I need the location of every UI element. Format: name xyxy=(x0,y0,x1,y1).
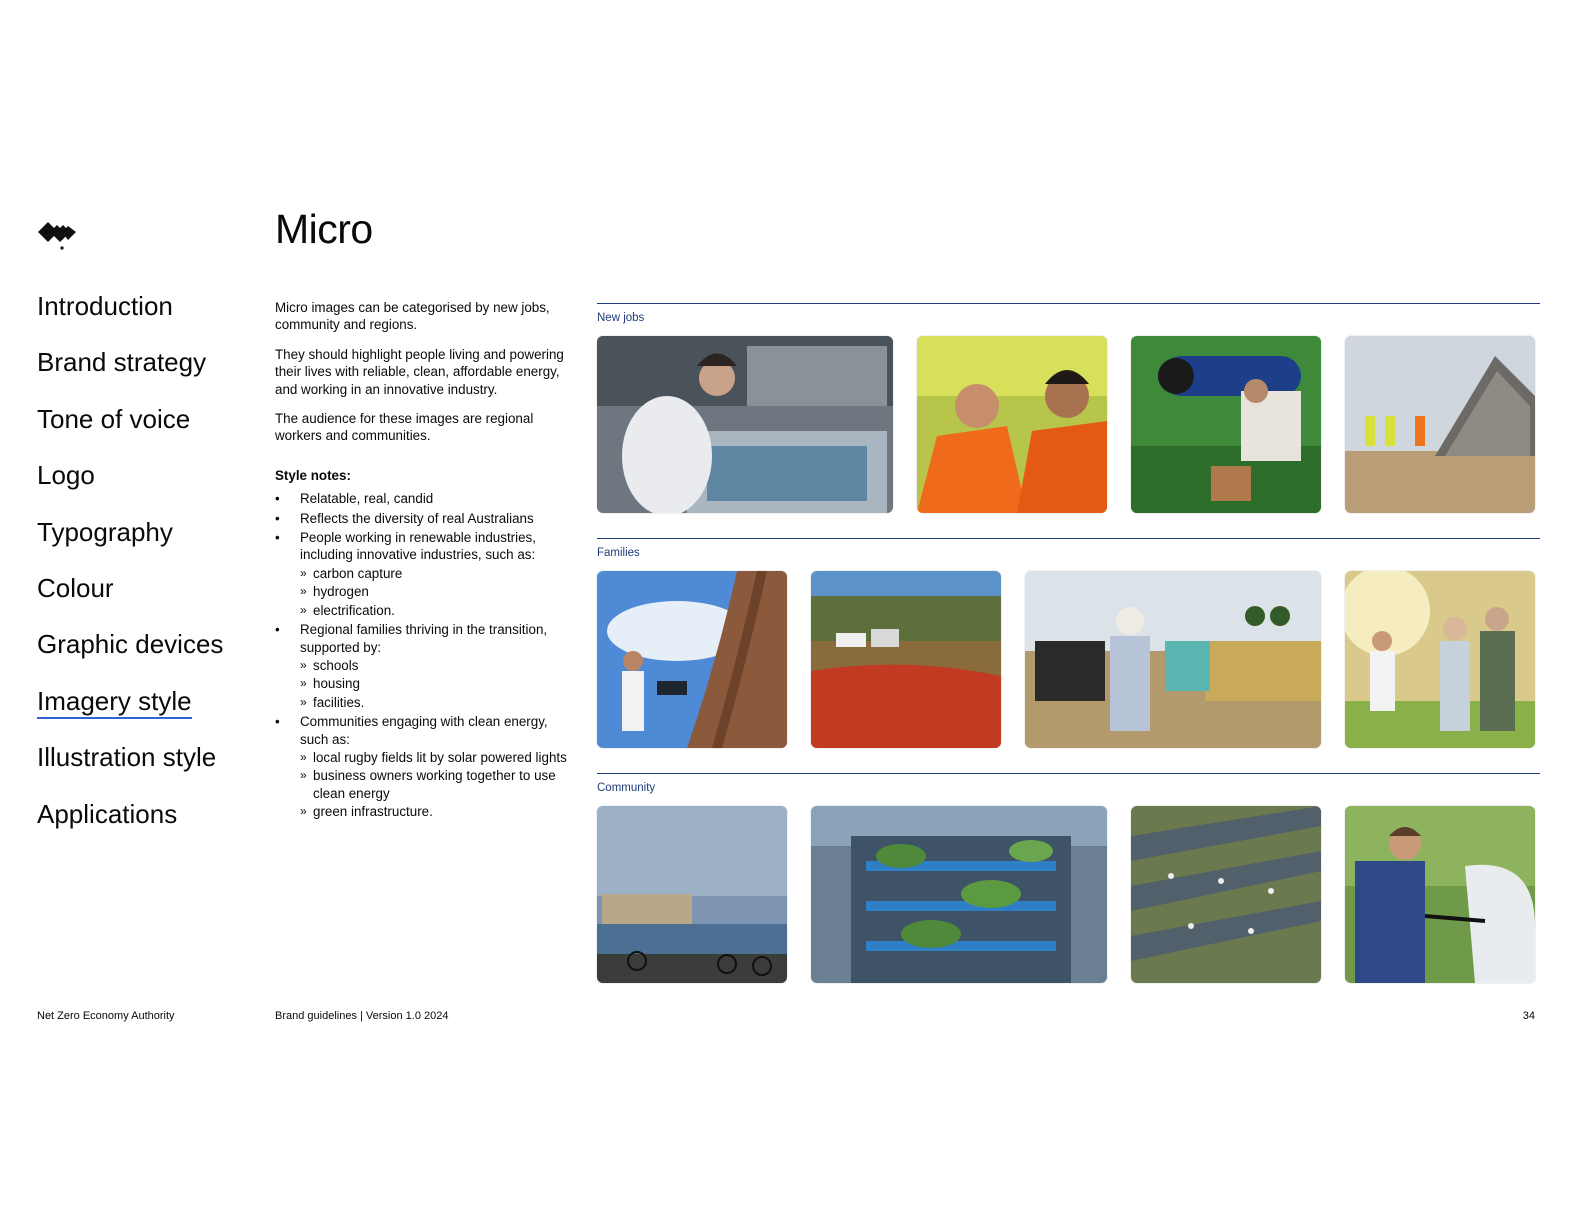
sub-list-item: » electrification. xyxy=(300,602,575,619)
photo-lab-worker xyxy=(597,336,893,513)
diamond-logo-icon xyxy=(36,214,80,252)
section-divider xyxy=(597,538,1540,539)
section-divider xyxy=(597,303,1540,304)
section-label-community: Community xyxy=(597,782,656,794)
sub-list-item: » carbon capture xyxy=(300,565,575,582)
intro-paragraph: The audience for these images are regional workers and communities. xyxy=(275,411,534,444)
list-item: • Regional families thriving in the transition, supported by: » schools » housing » facilities. xyxy=(275,621,575,711)
photo-ev-charging xyxy=(1345,806,1535,983)
nav-item-logo[interactable]: Logo xyxy=(37,460,95,491)
page-title: Micro xyxy=(275,206,373,252)
nav-item-applications[interactable]: Applications xyxy=(37,798,178,829)
nav-item-illustration-style[interactable]: Illustration style xyxy=(37,742,217,773)
body-text xyxy=(275,299,575,823)
photo-farm-field-group xyxy=(1025,571,1321,748)
page-number: 34 xyxy=(1522,1010,1535,1022)
footer-document-version: Brand guidelines | Version 1.0 2024 xyxy=(275,1010,449,1022)
section-label-families: Families xyxy=(597,547,640,559)
nav-item-imagery-style[interactable]: Imagery style xyxy=(37,685,257,741)
photo-solar-water-heater xyxy=(1131,336,1321,513)
section-label-new-jobs: New jobs xyxy=(597,312,645,324)
nav-item-colour[interactable]: Colour xyxy=(37,572,114,603)
photo-solar-farm-workers xyxy=(1345,336,1535,513)
photo-cyclists-waterfront xyxy=(597,806,787,983)
list-item: • Relatable, real, candid xyxy=(275,490,575,507)
sub-list-item: » hydrogen xyxy=(300,583,575,600)
style-notes-heading: Style notes: xyxy=(275,467,351,483)
list-item: • Reflects the diversity of real Australians xyxy=(275,510,575,527)
sub-list-item: » schools xyxy=(300,657,575,674)
list-item: • People working in renewable industries, including innovative industries, such as: » carbon capture » hydrogen » electrification. xyxy=(275,529,575,619)
photo-outback-campers xyxy=(811,571,1001,748)
sidebar-nav xyxy=(37,290,257,854)
sub-list-item: » facilities. xyxy=(300,694,575,711)
photo-green-building xyxy=(811,806,1107,983)
sub-list-item: » housing xyxy=(300,675,575,692)
photo-workers-safety-glasses xyxy=(917,336,1107,513)
sub-list-item: » green infrastructure. xyxy=(300,803,575,820)
sub-list-item: » business owners working together to use clean energy xyxy=(300,767,575,802)
nav-item-tone-of-voice[interactable]: Tone of voice xyxy=(37,403,191,434)
photo-family-walking xyxy=(1345,571,1535,748)
intro-paragraph: They should highlight people living and powering their lives with reliable, clean, affordable energy, and working in an innovative industry. xyxy=(275,346,564,397)
sub-list-item: » local rugby fields lit by solar powered lights xyxy=(300,749,575,766)
photo-sheep-solar-farm xyxy=(1131,806,1321,983)
nav-item-typography[interactable]: Typography xyxy=(37,516,173,547)
nav-item-graphic-devices[interactable]: Graphic devices xyxy=(37,629,224,660)
nav-item-introduction[interactable]: Introduction xyxy=(37,291,173,321)
section-divider xyxy=(597,773,1540,774)
photo-father-child-rock xyxy=(597,571,787,748)
style-notes-list xyxy=(275,490,575,820)
list-item: • Communities engaging with clean energy, such as: » local rugby fields lit by solar powered lights » business owners working together to use clean energy » green infrastructure. xyxy=(275,713,575,820)
intro-paragraph: Micro images can be categorised by new jobs, community and regions. xyxy=(275,300,550,333)
footer-organisation: Net Zero Economy Authority xyxy=(37,1010,175,1022)
nav-item-brand-strategy[interactable]: Brand strategy xyxy=(37,347,207,378)
